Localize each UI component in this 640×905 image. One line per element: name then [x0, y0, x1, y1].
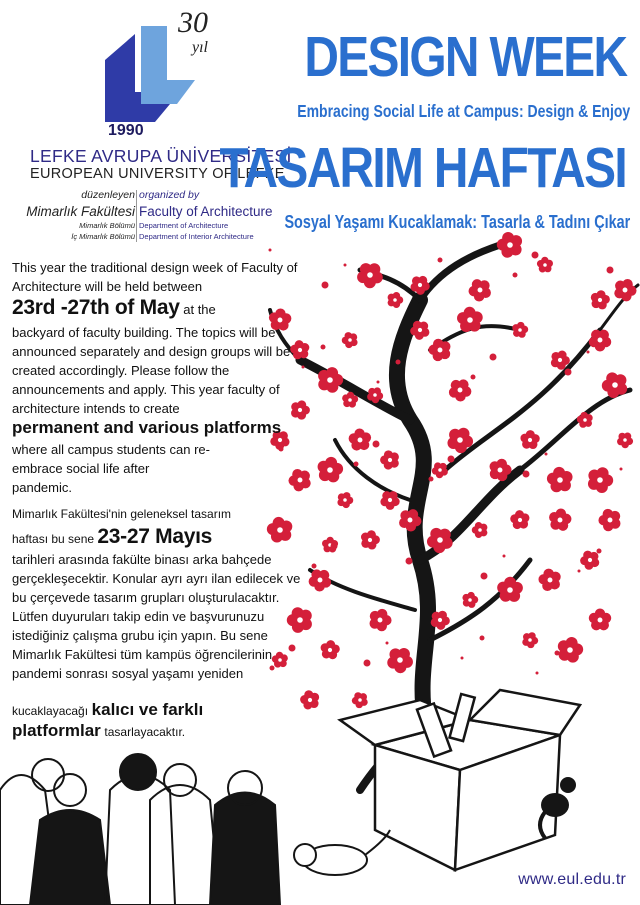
- blossom-flower: [549, 509, 571, 531]
- blossom-flower: [580, 551, 599, 570]
- blossom-petal: [354, 428, 365, 439]
- blossom-flower: [558, 637, 583, 663]
- english-emphasis: [12, 418, 312, 438]
- blossom-center: [623, 438, 627, 442]
- blossom-petal: [415, 331, 424, 340]
- blossom-center: [348, 398, 352, 402]
- blossom-flower: [342, 332, 358, 348]
- dog-figure: [294, 830, 390, 875]
- blossom-center: [418, 328, 422, 332]
- faculty-name-en: Faculty of Architecture: [139, 204, 273, 219]
- falling-petal: [322, 282, 329, 289]
- blossom-flower: [337, 492, 353, 508]
- blossom-center: [327, 377, 333, 383]
- blossom-flower: [357, 263, 383, 288]
- blossom-center: [597, 477, 603, 483]
- falling-petal: [354, 462, 359, 467]
- blossom-flower: [370, 609, 392, 631]
- english-at-the: at the: [183, 302, 216, 317]
- blossom-flower: [387, 648, 413, 673]
- blossom-petal: [304, 690, 313, 699]
- blossom-flower: [589, 608, 611, 630]
- blossom-center: [373, 393, 377, 397]
- falling-petal: [545, 453, 548, 456]
- turkish-closing: [12, 700, 312, 742]
- falling-petal: [461, 657, 464, 660]
- blossom-flower: [361, 530, 380, 549]
- blossom-flower: [462, 592, 478, 608]
- falling-petal: [406, 558, 413, 565]
- blossom-center: [567, 647, 573, 653]
- falling-petal: [373, 441, 380, 448]
- blossom-flower: [589, 330, 611, 352]
- university-name-en: EUROPEAN UNIVERSITY OF LEFKE: [30, 166, 285, 182]
- blossom-petal: [393, 292, 401, 300]
- blossom-flower: [380, 491, 399, 510]
- department-interior-en: Department of Interior Architecture: [139, 232, 254, 241]
- blossom-center: [598, 338, 603, 343]
- falling-petal: [503, 555, 506, 558]
- blossom-petal: [566, 637, 578, 649]
- blossom-flower: [497, 232, 522, 258]
- english-platforms: permanent and various platforms: [12, 418, 282, 437]
- blossom-center: [558, 518, 563, 523]
- english-dates-line: [12, 298, 312, 319]
- blossom-center: [388, 458, 392, 462]
- blossom-petal: [461, 386, 472, 397]
- blossom-petal: [584, 561, 593, 570]
- blossom-petal: [601, 295, 610, 304]
- blossom-flower: [288, 469, 310, 491]
- anniversary-number: 30: [178, 6, 208, 39]
- blossom-flower: [591, 290, 610, 309]
- blossom-petal: [520, 434, 529, 443]
- blossom-petal: [433, 351, 444, 362]
- blossom-center: [588, 558, 592, 562]
- blossom-center: [437, 537, 443, 543]
- blossom-center: [507, 242, 513, 248]
- blossom-center: [327, 467, 333, 473]
- blossom-center: [467, 317, 473, 323]
- 30-year-anniversary-mark: [172, 4, 224, 56]
- blossom-center: [498, 468, 503, 473]
- falling-petal: [607, 267, 614, 274]
- students-sketch: [0, 754, 280, 905]
- falling-petal: [481, 573, 488, 580]
- falling-petal: [565, 369, 572, 376]
- blossom-center: [278, 438, 282, 442]
- blossom-petal: [371, 535, 380, 544]
- blossom-flower: [617, 433, 633, 449]
- blossom-center: [343, 498, 347, 502]
- department-interior-tr: İç Mimarlık Bölümü: [71, 232, 135, 241]
- turkish-kucaklayacagi: kucaklayacağı: [12, 704, 89, 718]
- falling-petal: [344, 264, 347, 267]
- blossom-flower: [522, 632, 538, 648]
- turkish-dates: 23-27 Mayıs: [97, 525, 213, 548]
- blossom-center: [583, 418, 587, 422]
- blossom-petal: [384, 450, 393, 459]
- blossom-center: [528, 638, 532, 642]
- blossom-center: [408, 518, 413, 523]
- blossom-center: [438, 618, 442, 622]
- falling-petal: [429, 477, 434, 482]
- blossom-flower: [537, 257, 553, 273]
- blossom-center: [438, 468, 442, 472]
- falling-petal: [620, 468, 623, 471]
- turkish-body: tarihleri arasında fakülte binası arka bahçede gerçekleşecektir. Konular ayrı ayrı ilan edilecek ve bu çerçevede tasarım grupları oluşturulacaktır. Lütfen duyuruları takip edin ve başvurunuzu istediğiniz çalışma grubu için yapın. Bu sene Mimarlık Fakültesi tüm kampüs öğrencilerinin pandemi sonrası sosyal yaşamı yeniden: [12, 552, 301, 681]
- blossom-cluster: [267, 232, 637, 709]
- blossom-center: [438, 348, 443, 353]
- blossom-center: [478, 288, 483, 293]
- blossom-flower: [432, 462, 448, 478]
- blossom-center: [397, 657, 403, 663]
- blossom-center: [598, 618, 603, 623]
- founding-year: 1990: [108, 122, 144, 139]
- design-week-title: DESIGN WEEK: [303, 25, 626, 89]
- turkish-tasarlayacaktir: tasarlayacaktır.: [104, 725, 186, 739]
- blossom-center: [528, 438, 532, 442]
- blossom-center: [378, 618, 383, 623]
- english-body: backyard of faculty building. The topics will be announced separately and design groups will be created accordingly. Please follow the announcements and apply. This year faculty of architecture intends to create: [12, 325, 291, 416]
- blossom-petal: [596, 481, 608, 493]
- turkish-emphasis-1: kalıcı ve farklı: [91, 700, 204, 719]
- blossom-center: [468, 598, 472, 602]
- tasarim-haftasi-subtitle: Sosyal Yaşamı Kucaklamak: Tasarla & Tadını Çıkar: [284, 212, 630, 232]
- blossom-flower: [469, 279, 491, 301]
- blossom-center: [518, 518, 522, 522]
- blossom-center: [478, 528, 482, 532]
- blossom-flower: [349, 428, 371, 450]
- falling-petal: [523, 471, 530, 478]
- english-dates: 23rd -27th of May: [12, 296, 180, 319]
- blossom-center: [348, 338, 352, 342]
- english-closing: where all campus students can re-embrace social life after pandemic.: [12, 442, 210, 495]
- blossom-flower: [472, 522, 488, 538]
- blossom-flower: [318, 367, 343, 393]
- blossom-petal: [326, 381, 338, 393]
- falling-petal: [396, 360, 401, 365]
- blossom-center: [418, 283, 422, 287]
- blossom-center: [518, 328, 522, 332]
- turkish-intro: Mimarlık Fakültesi'nin geleneksel tasarım: [12, 507, 232, 521]
- blossom-flower: [309, 569, 331, 591]
- blossom-flower: [318, 457, 344, 483]
- faculty-name-tr: Mimarlık Fakültesi: [26, 204, 135, 219]
- blossom-petal: [343, 492, 351, 500]
- falling-petal: [513, 273, 518, 278]
- blossom-flower: [457, 307, 483, 332]
- blossom-flower: [388, 292, 404, 308]
- blossom-flower: [449, 379, 471, 401]
- blossom-center: [623, 288, 628, 293]
- blossom-center: [557, 477, 563, 483]
- blossom-petal: [325, 457, 337, 469]
- blossom-petal: [545, 260, 553, 268]
- falling-petal: [587, 351, 590, 354]
- falling-petal: [269, 249, 272, 252]
- blossom-petal: [577, 416, 585, 424]
- anniversary-word: yıl: [192, 39, 208, 56]
- falling-petal: [490, 354, 497, 361]
- department-architecture-tr: Mimarlık Bölümü: [79, 221, 135, 230]
- blossom-center: [388, 498, 392, 502]
- blossom-petal: [621, 441, 629, 449]
- falling-petal: [364, 660, 371, 667]
- falling-petal: [438, 258, 443, 263]
- falling-petal: [597, 549, 602, 554]
- falling-petal: [578, 570, 581, 573]
- falling-petal: [532, 252, 539, 259]
- falling-petal: [555, 651, 560, 656]
- blossom-center: [318, 578, 323, 583]
- blossom-petal: [351, 395, 359, 403]
- blossom-center: [548, 578, 553, 583]
- blossom-petal: [602, 380, 614, 392]
- blossom-petal: [595, 608, 606, 619]
- falling-petal: [331, 543, 338, 550]
- blossom-flower: [520, 430, 539, 449]
- blossom-petal: [589, 337, 600, 348]
- blossom-flower: [428, 339, 450, 361]
- blossom-center: [458, 388, 463, 393]
- design-week-subtitle: Embracing Social Life at Campus: Design & Enjoy: [297, 101, 630, 121]
- department-architecture-en: Department of Architecture: [139, 221, 229, 230]
- falling-petal: [448, 456, 455, 463]
- blossom-center: [358, 438, 363, 443]
- blossom-flower: [497, 577, 523, 602]
- falling-petal: [471, 375, 476, 380]
- tasarim-haftasi-title: TASARIM HAFTASI: [219, 136, 626, 200]
- organized-by-label-en: organized by: [139, 189, 200, 201]
- turkish-haftasi: haftası bu sene: [12, 532, 95, 546]
- blossom-center: [543, 263, 547, 267]
- falling-petal: [321, 345, 326, 350]
- blossom-flower: [352, 692, 368, 708]
- blossom-center: [612, 382, 618, 388]
- blossom-flower: [602, 372, 627, 398]
- blossom-flower: [510, 510, 529, 529]
- blossom-flower: [598, 509, 620, 531]
- falling-petal: [480, 636, 485, 641]
- tree-branches: [270, 245, 638, 790]
- blossom-flower: [588, 467, 613, 493]
- blossom-petal: [411, 516, 422, 527]
- blossom-center: [608, 518, 613, 523]
- falling-petal: [536, 672, 539, 675]
- crate-box: [340, 690, 580, 870]
- blossom-center: [298, 478, 303, 483]
- blossom-petal: [626, 285, 637, 296]
- blossom-flower: [538, 569, 560, 591]
- blossom-flower: [512, 322, 528, 338]
- blossom-center: [457, 437, 463, 443]
- university-name-tr: LEFKE AVRUPA ÜNİVERSİTESİ: [30, 146, 292, 166]
- falling-petal: [428, 540, 431, 543]
- blossom-center: [358, 698, 362, 702]
- falling-petal: [386, 642, 389, 645]
- blossom-center: [558, 358, 562, 362]
- blossom-center: [393, 298, 397, 302]
- blossom-petal: [372, 396, 380, 404]
- blossom-flower: [321, 640, 340, 659]
- falling-petal: [312, 564, 317, 569]
- falling-petal: [377, 381, 380, 384]
- falling-petal: [419, 279, 422, 282]
- blossom-flower: [380, 450, 399, 469]
- blossom-flower: [547, 467, 573, 492]
- blossom-flower: [577, 412, 593, 428]
- blossom-flower: [614, 279, 636, 301]
- turkish-emphasis-2: platformlar: [12, 721, 101, 740]
- falling-petal: [279, 447, 284, 452]
- blossom-center: [368, 538, 372, 542]
- organized-by-label-tr: düzenleyen: [81, 189, 135, 201]
- blossom-center: [367, 272, 373, 278]
- blossom-petal: [371, 271, 383, 283]
- website-link[interactable]: www.eul.edu.tr: [518, 871, 626, 888]
- english-intro: This year the traditional design week of Faculty of Architecture will be held between: [12, 260, 298, 294]
- blossom-center: [598, 298, 602, 302]
- turkish-dates-line: [12, 527, 312, 549]
- blossom-center: [328, 648, 332, 652]
- blossom-center: [507, 587, 513, 593]
